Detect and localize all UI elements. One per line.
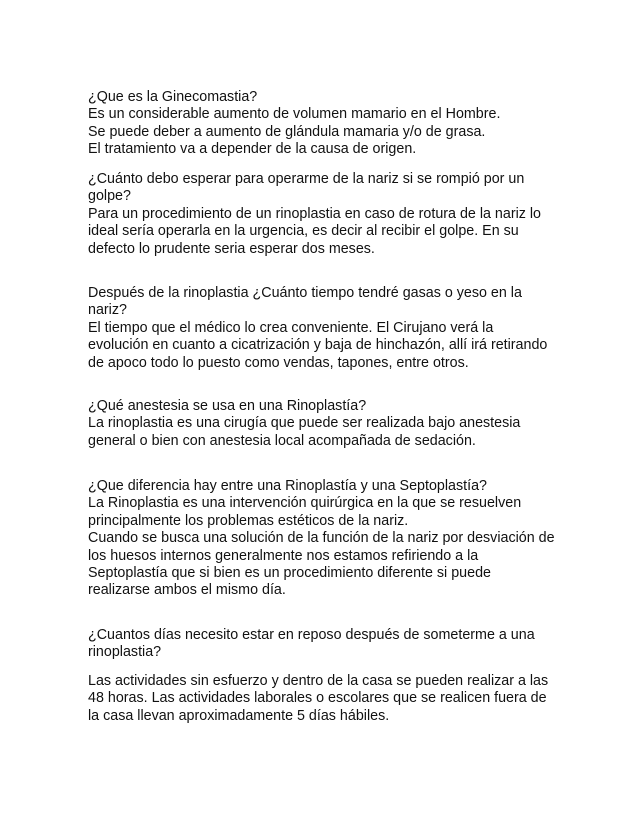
- answer-line: Es un considerable aumento de volumen mamario en el Hombre.: [88, 106, 501, 123]
- answer-line: 48 horas. Las actividades laborales o escolares que se realicen fuera de: [88, 690, 547, 707]
- section-rotura-nariz: [88, 171, 558, 258]
- question-line: ¿Que es la Ginecomastia?: [88, 89, 258, 105]
- answer-line: los huesos internos generalmente nos estamos refiriendo a la: [88, 547, 479, 564]
- answer-line: evolución en cuanto a cicatrización y baja de hinchazón, allí irá retirando: [88, 337, 548, 354]
- question-line: nariz?: [88, 302, 127, 319]
- answer-line: ideal sería operarla en la urgencia, es decir al recibir el golpe. En su: [88, 223, 519, 240]
- question-line: ¿Que diferencia hay entre una Rinoplastía y una Septoplastía?: [88, 478, 487, 494]
- section-reposo-answer: [88, 673, 558, 725]
- question-line: rinoplastia?: [88, 644, 162, 661]
- question-line: golpe?: [88, 188, 131, 205]
- answer-line: La rinoplastia es una cirugía que puede ser realizada bajo anestesia: [88, 415, 521, 432]
- answer-line: El tiempo que el médico lo crea conveniente. El Cirujano verá la: [88, 319, 494, 336]
- section-gasas-yeso: [88, 285, 558, 372]
- question-line: ¿Qué anestesia se usa en una Rinoplastía?: [88, 398, 367, 414]
- question-line: ¿Cuánto debo esperar para operarme de la nariz si se rompió por un: [88, 171, 525, 187]
- question-line: Después de la rinoplastia ¿Cuánto tiempo tendré gasas o yeso en la: [88, 285, 522, 301]
- answer-line: de apoco todo lo puesto como vendas, tapones, entre otros.: [88, 354, 469, 371]
- answer-line: Septoplastía que si bien es un procedimiento diferente si puede: [88, 565, 491, 582]
- answer-line: defecto lo prudente seria esperar dos meses.: [88, 240, 375, 257]
- answer-line: principalmente los problemas estéticos de la nariz.: [88, 512, 409, 529]
- section-rinoplastia-septoplastia: [88, 478, 558, 600]
- section-anestesia: [88, 398, 558, 450]
- answer-line: Las actividades sin esfuerzo y dentro de la casa se pueden realizar a las: [88, 673, 549, 689]
- question-line: ¿Cuantos días necesito estar en reposo después de someterme a una: [88, 627, 535, 643]
- answer-line: La Rinoplastia es una intervención quirúrgica en la que se resuelven: [88, 495, 522, 512]
- answer-line: Para un procedimiento de un rinoplastia en caso de rotura de la nariz lo: [88, 205, 542, 222]
- section-reposo-question: [88, 627, 558, 662]
- section-ginecomastia: [88, 89, 558, 159]
- answer-line: Cuando se busca una solución de la función de la nariz por desviación de: [88, 530, 555, 547]
- answer-line: El tratamiento va a depender de la causa de origen.: [88, 141, 417, 158]
- answer-line: general o bien con anestesia local acompañada de sedación.: [88, 432, 476, 449]
- answer-line: la casa llevan aproximadamente 5 días hábiles.: [88, 707, 390, 724]
- answer-line: Se puede deber a aumento de glándula mamaria y/o de grasa.: [88, 123, 486, 140]
- answer-line: realizarse ambos el mismo día.: [88, 582, 286, 599]
